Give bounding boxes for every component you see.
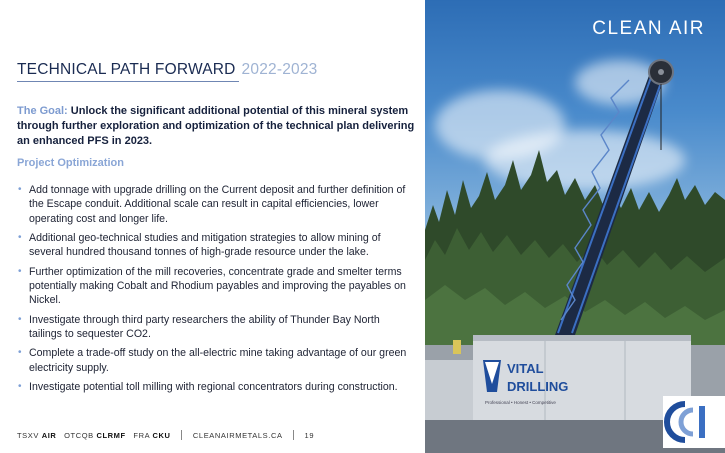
company-mark-icon [663,396,725,448]
title-year: 2022-2023 [241,61,318,78]
footer-divider [181,430,182,440]
footer-fra: FRA [133,431,150,440]
title-text: TECHNICAL PATH FORWARD [17,61,236,78]
bullet-dot-icon: • [18,232,22,244]
clean-air-logo: CLEAN AIR [592,18,705,39]
sign-tagline: Professional • Honest • Competitive [485,400,556,405]
drill-rig-photo [425,0,725,453]
bullet-dot-icon: • [18,313,22,325]
photo-scene [425,0,725,453]
bullet-item: • Investigate potential toll milling with regional concentrators during construction. [18,380,398,393]
footer [17,430,314,440]
bullet-item: • Further optimization of the mill recoveries, concentrate grade and smelter terms potentially making Cobalt and Rhodium payables and improving the payables on Nickel. [18,265,406,307]
bullet-item: • Complete a trade-off study on the all-electric mine taking advantage of our green electricity supply. [18,347,407,374]
footer-fra-symbol: CKU [152,431,171,440]
bullet-dot-icon: • [18,184,22,195]
bullet-dot-icon: • [18,265,22,277]
bullet-list [17,183,415,399]
bullet-dot-icon: • [18,380,22,392]
goal-statement [17,104,417,149]
bullet-dot-icon: • [18,347,22,359]
goal-label: The Goal: [17,105,68,117]
bullet-item: • Additional geo-technical studies and mitigation strategies to allow mining of several hundred thousand tonnes of high-grade resource under the lake. [18,232,381,259]
goal-text: Unlock the significant additional potential of this mineral system through further exploration and optimization of the technical plan delivering an enhanced PFS in 2023. [17,105,415,147]
footer-tsxv: TSXV [17,431,39,440]
sign-drilling: DRILLING [507,379,569,394]
footer-tsxv-symbol: AIR [41,431,57,440]
title-underline [17,81,239,82]
corner-mark [663,396,725,448]
footer-otcqb: OTCQB [64,431,94,440]
page-title [17,61,317,79]
bullet-item: • Investigate through third party researchers the ability of Thunder Bay North tailings to sequester CO2. [18,313,380,341]
page-number: 19 [304,431,315,440]
footer-divider [293,430,294,440]
footer-otcqb-symbol: CLRMF [96,431,126,440]
bullet-item: • Add tonnage with upgrade drilling on the Current deposit and further definition of the Escape conduit. Additional scale can result in capital efficiencies, lower operating cost and longer life. [18,184,406,225]
footer-website-link[interactable]: CLEANAIRMETALS.CA [192,431,283,440]
sign-vital: VITAL [507,361,544,376]
section-title: Project Optimization [17,157,124,169]
